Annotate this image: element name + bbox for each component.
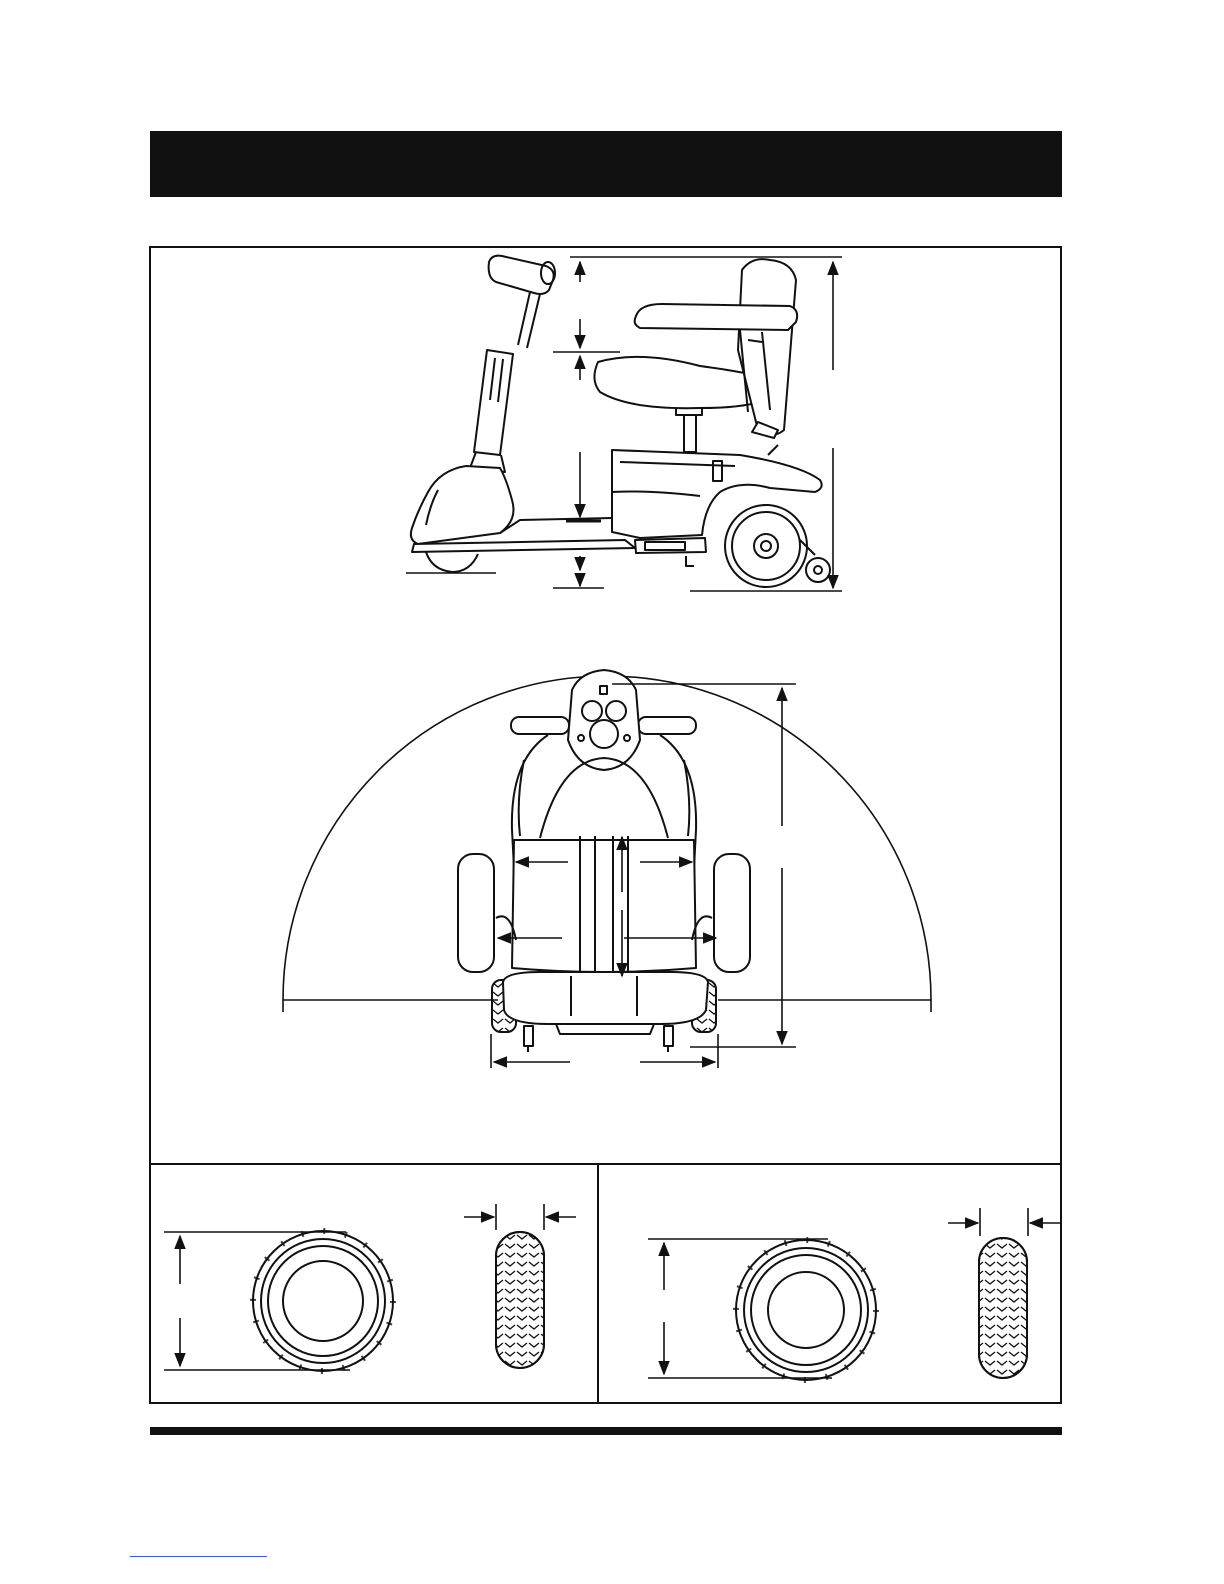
frames [150, 247, 1061, 1403]
top-view-scooter [458, 670, 750, 1052]
footer-link-underline[interactable] [130, 1556, 267, 1557]
drive-wheel-detail [164, 1204, 576, 1371]
outer-frame [150, 247, 1061, 1403]
footer-rule [150, 1427, 1062, 1435]
side-view-scooter [411, 256, 830, 587]
front-wheel-detail [648, 1208, 1060, 1380]
